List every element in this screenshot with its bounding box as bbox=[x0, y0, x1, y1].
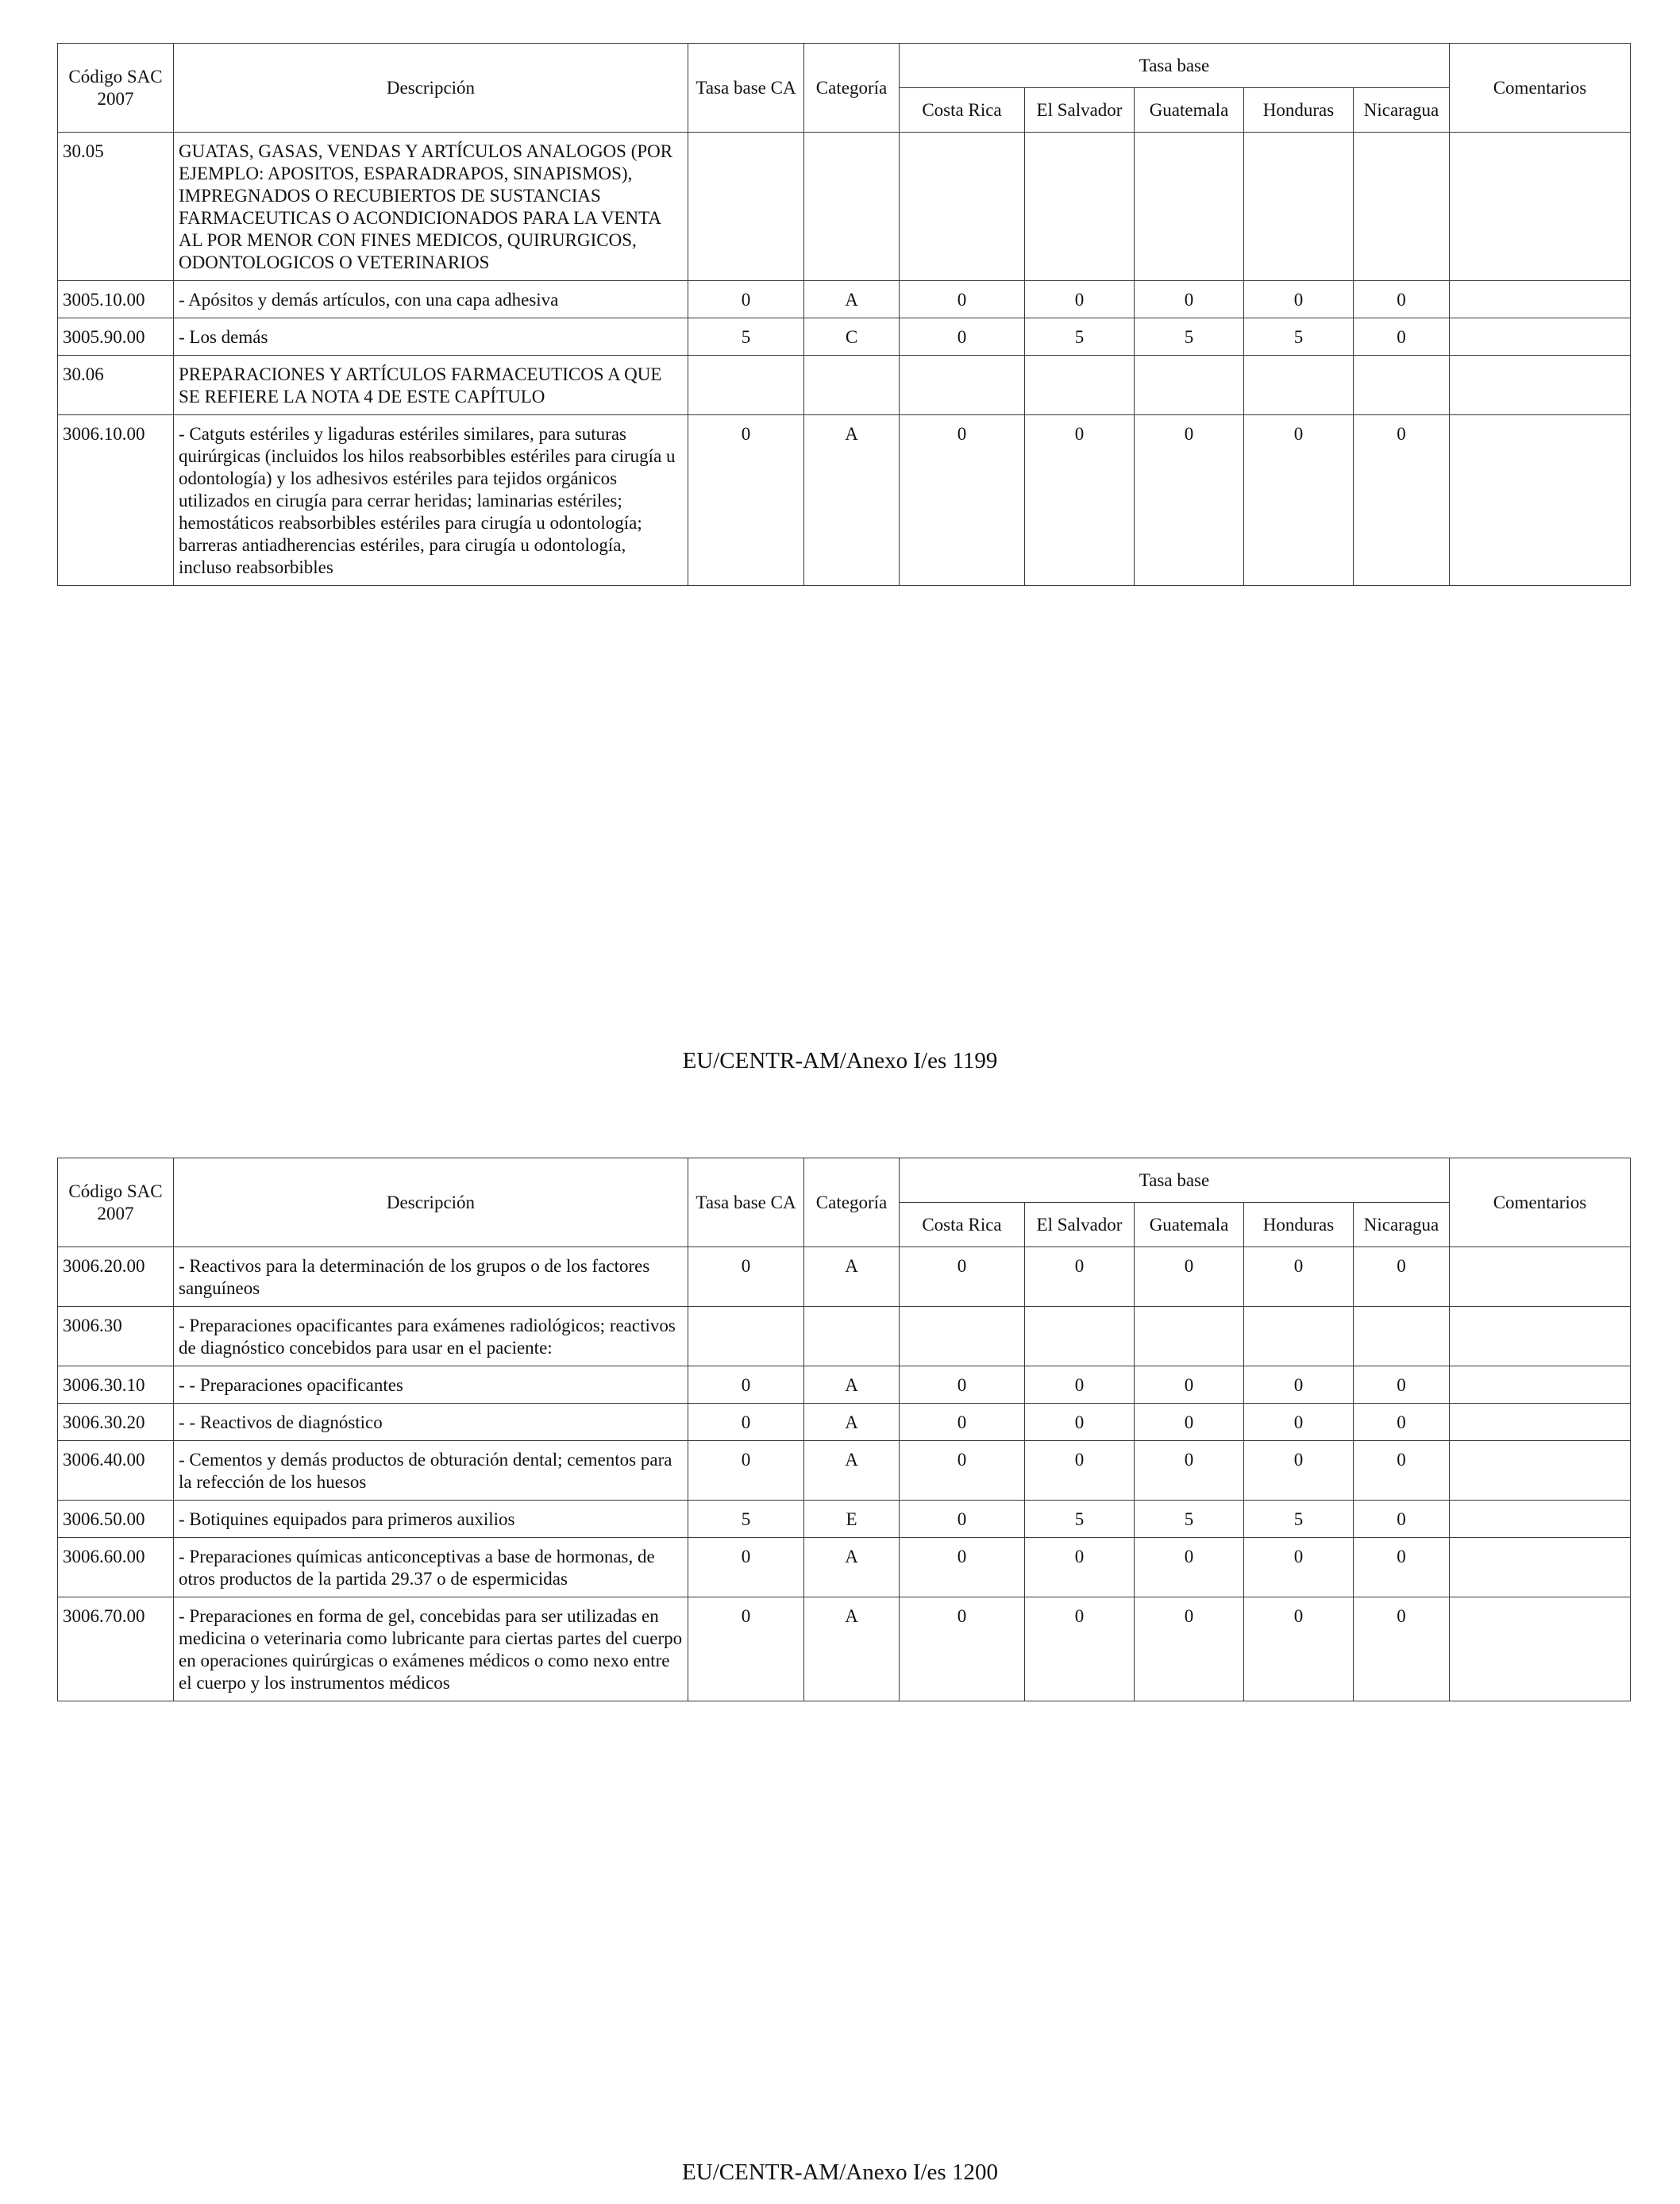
cell-comentarios bbox=[1450, 1597, 1631, 1701]
cell-codigo: 30.05 bbox=[58, 133, 174, 281]
cell-guatemala: 0 bbox=[1135, 1247, 1244, 1307]
header-honduras: Honduras bbox=[1244, 88, 1354, 133]
cell-honduras bbox=[1244, 133, 1354, 281]
cell-categoria: C bbox=[804, 318, 900, 356]
cell-categoria: A bbox=[804, 1538, 900, 1597]
table-row bbox=[58, 281, 1631, 318]
cell-descripcion: - Preparaciones en forma de gel, concebidas para ser utilizadas en medicina o veterinaria como lubricante para ciertas partes del cuerpo en operaciones quirúrgicas o exámenes médicos o como nexo entre el cuerpo y los instrumentos médicos bbox=[174, 1597, 688, 1701]
header-tasa-base-ca: Tasa base CA bbox=[688, 1158, 804, 1247]
cell-descripcion: - Reactivos para la determinación de los grupos o de los factores sanguíneos bbox=[174, 1247, 688, 1307]
cell-comentarios bbox=[1450, 1247, 1631, 1307]
cell-guatemala bbox=[1135, 356, 1244, 415]
cell-descripcion: - Los demás bbox=[174, 318, 688, 356]
cell-comentarios bbox=[1450, 1404, 1631, 1441]
cell-costa-rica: 0 bbox=[900, 1247, 1025, 1307]
cell-descripcion: GUATAS, GASAS, VENDAS Y ARTÍCULOS ANALOGOS (POR EJEMPLO: APOSITOS, ESPARADRAPOS, SINAPISMOS), IMPREGNADOS O RECUBIERTOS DE SUSTANCIAS FARMACEUTICAS O ACONDICIONADOS PARA LA VENTA AL POR MENOR CON FINES MEDICOS, QUIRURGICOS, ODONTOLOGICOS O VETERINARIOS bbox=[174, 133, 688, 281]
cell-nicaragua: 0 bbox=[1354, 1597, 1450, 1701]
header-tasa-base: Tasa base bbox=[900, 44, 1450, 88]
cell-codigo: 3006.30.10 bbox=[58, 1366, 174, 1404]
cell-descripcion: PREPARACIONES Y ARTÍCULOS FARMACEUTICOS A QUE SE REFIERE LA NOTA 4 DE ESTE CAPÍTULO bbox=[174, 356, 688, 415]
cell-descripcion: - Catguts estériles y ligaduras estériles similares, para suturas quirúrgicas (incluidos los hilos reabsorbibles estériles para cirugía u odontología) y los adhesivos estériles para tejidos orgánicos utilizados en cirugía para cerrar heridas; laminarias estériles; hemostáticos reabsorbibles estériles para cirugía u odontología; barreras antiadherencias estériles, para cirugía u odontología, incluso reabsorbibles bbox=[174, 415, 688, 586]
cell-tasa-base-ca bbox=[688, 356, 804, 415]
header-comentarios: Comentarios bbox=[1450, 44, 1631, 133]
cell-categoria: A bbox=[804, 415, 900, 586]
cell-costa-rica: 0 bbox=[900, 1538, 1025, 1597]
header-codigo: Código SAC 2007 bbox=[58, 44, 174, 133]
table-row bbox=[58, 133, 1631, 281]
cell-categoria: E bbox=[804, 1501, 900, 1538]
cell-codigo: 3006.30 bbox=[58, 1307, 174, 1366]
cell-honduras: 0 bbox=[1244, 1404, 1354, 1441]
cell-tasa-base-ca: 0 bbox=[688, 415, 804, 586]
table-row bbox=[58, 1247, 1631, 1307]
cell-codigo: 3005.10.00 bbox=[58, 281, 174, 318]
table-body bbox=[58, 133, 1631, 586]
cell-codigo: 3006.50.00 bbox=[58, 1501, 174, 1538]
cell-costa-rica bbox=[900, 133, 1025, 281]
cell-nicaragua bbox=[1354, 356, 1450, 415]
header-descripcion: Descripción bbox=[174, 1158, 688, 1247]
cell-comentarios bbox=[1450, 1307, 1631, 1366]
header-costa-rica: Costa Rica bbox=[900, 88, 1025, 133]
table-row bbox=[58, 1441, 1631, 1501]
cell-honduras: 0 bbox=[1244, 1247, 1354, 1307]
cell-tasa-base-ca: 0 bbox=[688, 1538, 804, 1597]
cell-nicaragua: 0 bbox=[1354, 1441, 1450, 1501]
cell-codigo: 3006.20.00 bbox=[58, 1247, 174, 1307]
cell-honduras: 0 bbox=[1244, 281, 1354, 318]
cell-honduras: 5 bbox=[1244, 318, 1354, 356]
table-row bbox=[58, 1597, 1631, 1701]
cell-tasa-base-ca: 0 bbox=[688, 1441, 804, 1501]
cell-tasa-base-ca: 0 bbox=[688, 1366, 804, 1404]
cell-descripcion: - Cementos y demás productos de obturación dental; cementos para la refección de los huesos bbox=[174, 1441, 688, 1501]
table-row bbox=[58, 356, 1631, 415]
cell-comentarios bbox=[1450, 356, 1631, 415]
header-guatemala: Guatemala bbox=[1135, 1203, 1244, 1247]
cell-categoria: A bbox=[804, 1597, 900, 1701]
cell-categoria bbox=[804, 356, 900, 415]
cell-nicaragua bbox=[1354, 133, 1450, 281]
cell-tasa-base-ca bbox=[688, 1307, 804, 1366]
header-categoria: Categoría bbox=[804, 1158, 900, 1247]
cell-honduras: 0 bbox=[1244, 1538, 1354, 1597]
cell-descripcion: - Botiquines equipados para primeros auxilios bbox=[174, 1501, 688, 1538]
header-nicaragua: Nicaragua bbox=[1354, 88, 1450, 133]
cell-nicaragua: 0 bbox=[1354, 1366, 1450, 1404]
cell-categoria: A bbox=[804, 281, 900, 318]
cell-honduras: 0 bbox=[1244, 1366, 1354, 1404]
cell-comentarios bbox=[1450, 281, 1631, 318]
cell-tasa-base-ca: 5 bbox=[688, 1501, 804, 1538]
table-row bbox=[58, 1501, 1631, 1538]
cell-costa-rica bbox=[900, 356, 1025, 415]
cell-categoria: A bbox=[804, 1247, 900, 1307]
header-comentarios: Comentarios bbox=[1450, 1158, 1631, 1247]
cell-descripcion: - Apósitos y demás artículos, con una capa adhesiva bbox=[174, 281, 688, 318]
cell-nicaragua: 0 bbox=[1354, 281, 1450, 318]
cell-categoria: A bbox=[804, 1441, 900, 1501]
cell-codigo: 30.06 bbox=[58, 356, 174, 415]
cell-comentarios bbox=[1450, 1538, 1631, 1597]
table-row bbox=[58, 1307, 1631, 1366]
cell-honduras bbox=[1244, 1307, 1354, 1366]
cell-el-salvador bbox=[1025, 133, 1135, 281]
cell-guatemala: 5 bbox=[1135, 318, 1244, 356]
cell-el-salvador: 0 bbox=[1025, 281, 1135, 318]
cell-codigo: 3005.90.00 bbox=[58, 318, 174, 356]
cell-guatemala: 0 bbox=[1135, 415, 1244, 586]
header-guatemala: Guatemala bbox=[1135, 88, 1244, 133]
page-footer: EU/CENTR-AM/Anexo I/es 1199 bbox=[682, 1048, 998, 1073]
cell-comentarios bbox=[1450, 415, 1631, 586]
cell-tasa-base-ca: 5 bbox=[688, 318, 804, 356]
cell-tasa-base-ca bbox=[688, 133, 804, 281]
cell-descripcion: - - Reactivos de diagnóstico bbox=[174, 1404, 688, 1441]
cell-guatemala: 0 bbox=[1135, 281, 1244, 318]
cell-el-salvador: 0 bbox=[1025, 1441, 1135, 1501]
cell-guatemala: 5 bbox=[1135, 1501, 1244, 1538]
table-body bbox=[58, 1247, 1631, 1701]
cell-comentarios bbox=[1450, 1441, 1631, 1501]
cell-codigo: 3006.30.20 bbox=[58, 1404, 174, 1441]
cell-costa-rica: 0 bbox=[900, 1366, 1025, 1404]
cell-el-salvador: 0 bbox=[1025, 1597, 1135, 1701]
cell-costa-rica bbox=[900, 1307, 1025, 1366]
cell-categoria: A bbox=[804, 1404, 900, 1441]
cell-nicaragua: 0 bbox=[1354, 1501, 1450, 1538]
cell-el-salvador: 0 bbox=[1025, 1366, 1135, 1404]
header-descripcion: Descripción bbox=[174, 44, 688, 133]
cell-comentarios bbox=[1450, 1366, 1631, 1404]
cell-costa-rica: 0 bbox=[900, 1404, 1025, 1441]
cell-comentarios bbox=[1450, 133, 1631, 281]
header-tasa-base-ca: Tasa base CA bbox=[688, 44, 804, 133]
cell-costa-rica: 0 bbox=[900, 1597, 1025, 1701]
header-codigo: Código SAC 2007 bbox=[58, 1158, 174, 1247]
cell-nicaragua: 0 bbox=[1354, 1404, 1450, 1441]
cell-codigo: 3006.70.00 bbox=[58, 1597, 174, 1701]
cell-guatemala: 0 bbox=[1135, 1538, 1244, 1597]
cell-guatemala: 0 bbox=[1135, 1404, 1244, 1441]
cell-el-salvador: 0 bbox=[1025, 415, 1135, 586]
cell-comentarios bbox=[1450, 318, 1631, 356]
cell-descripcion: - - Preparaciones opacificantes bbox=[174, 1366, 688, 1404]
cell-guatemala: 0 bbox=[1135, 1366, 1244, 1404]
cell-categoria bbox=[804, 1307, 900, 1366]
cell-nicaragua: 0 bbox=[1354, 318, 1450, 356]
cell-honduras: 0 bbox=[1244, 1597, 1354, 1701]
cell-nicaragua: 0 bbox=[1354, 1538, 1450, 1597]
table-row bbox=[58, 415, 1631, 586]
table-header bbox=[58, 44, 1631, 133]
cell-el-salvador bbox=[1025, 1307, 1135, 1366]
cell-nicaragua bbox=[1354, 1307, 1450, 1366]
cell-categoria bbox=[804, 133, 900, 281]
cell-el-salvador: 0 bbox=[1025, 1404, 1135, 1441]
page-footer: EU/CENTR-AM/Anexo I/es 1200 bbox=[682, 2160, 998, 2185]
cell-nicaragua: 0 bbox=[1354, 1247, 1450, 1307]
cell-el-salvador: 5 bbox=[1025, 318, 1135, 356]
table-row bbox=[58, 1404, 1631, 1441]
cell-el-salvador: 5 bbox=[1025, 1501, 1135, 1538]
cell-guatemala: 0 bbox=[1135, 1597, 1244, 1701]
cell-tasa-base-ca: 0 bbox=[688, 1404, 804, 1441]
cell-costa-rica: 0 bbox=[900, 1501, 1025, 1538]
cell-costa-rica: 0 bbox=[900, 1441, 1025, 1501]
cell-nicaragua: 0 bbox=[1354, 415, 1450, 586]
cell-tasa-base-ca: 0 bbox=[688, 281, 804, 318]
cell-guatemala: 0 bbox=[1135, 1441, 1244, 1501]
tariff-table-2 bbox=[57, 1158, 1631, 1701]
cell-categoria: A bbox=[804, 1366, 900, 1404]
header-tasa-base: Tasa base bbox=[900, 1158, 1450, 1203]
header-honduras: Honduras bbox=[1244, 1203, 1354, 1247]
cell-descripcion: - Preparaciones químicas anticonceptivas a base de hormonas, de otros productos de la partida 29.37 o de espermicidas bbox=[174, 1538, 688, 1597]
cell-costa-rica: 0 bbox=[900, 415, 1025, 586]
cell-costa-rica: 0 bbox=[900, 318, 1025, 356]
table-row bbox=[58, 1538, 1631, 1597]
tariff-table-1 bbox=[57, 43, 1631, 586]
table-header bbox=[58, 1158, 1631, 1247]
header-el-salvador: El Salvador bbox=[1025, 88, 1135, 133]
header-el-salvador: El Salvador bbox=[1025, 1203, 1135, 1247]
cell-honduras: 5 bbox=[1244, 1501, 1354, 1538]
header-costa-rica: Costa Rica bbox=[900, 1203, 1025, 1247]
cell-codigo: 3006.60.00 bbox=[58, 1538, 174, 1597]
cell-honduras: 0 bbox=[1244, 1441, 1354, 1501]
cell-codigo: 3006.40.00 bbox=[58, 1441, 174, 1501]
header-categoria: Categoría bbox=[804, 44, 900, 133]
cell-el-salvador bbox=[1025, 356, 1135, 415]
cell-honduras bbox=[1244, 356, 1354, 415]
cell-comentarios bbox=[1450, 1501, 1631, 1538]
cell-costa-rica: 0 bbox=[900, 281, 1025, 318]
table-row bbox=[58, 1366, 1631, 1404]
cell-tasa-base-ca: 0 bbox=[688, 1597, 804, 1701]
cell-tasa-base-ca: 0 bbox=[688, 1247, 804, 1307]
table-row bbox=[58, 318, 1631, 356]
cell-descripcion: - Preparaciones opacificantes para exámenes radiológicos; reactivos de diagnóstico concebidos para usar en el paciente: bbox=[174, 1307, 688, 1366]
cell-honduras: 0 bbox=[1244, 415, 1354, 586]
header-nicaragua: Nicaragua bbox=[1354, 1203, 1450, 1247]
cell-guatemala bbox=[1135, 1307, 1244, 1366]
cell-guatemala bbox=[1135, 133, 1244, 281]
cell-codigo: 3006.10.00 bbox=[58, 415, 174, 586]
cell-el-salvador: 0 bbox=[1025, 1538, 1135, 1597]
cell-el-salvador: 0 bbox=[1025, 1247, 1135, 1307]
